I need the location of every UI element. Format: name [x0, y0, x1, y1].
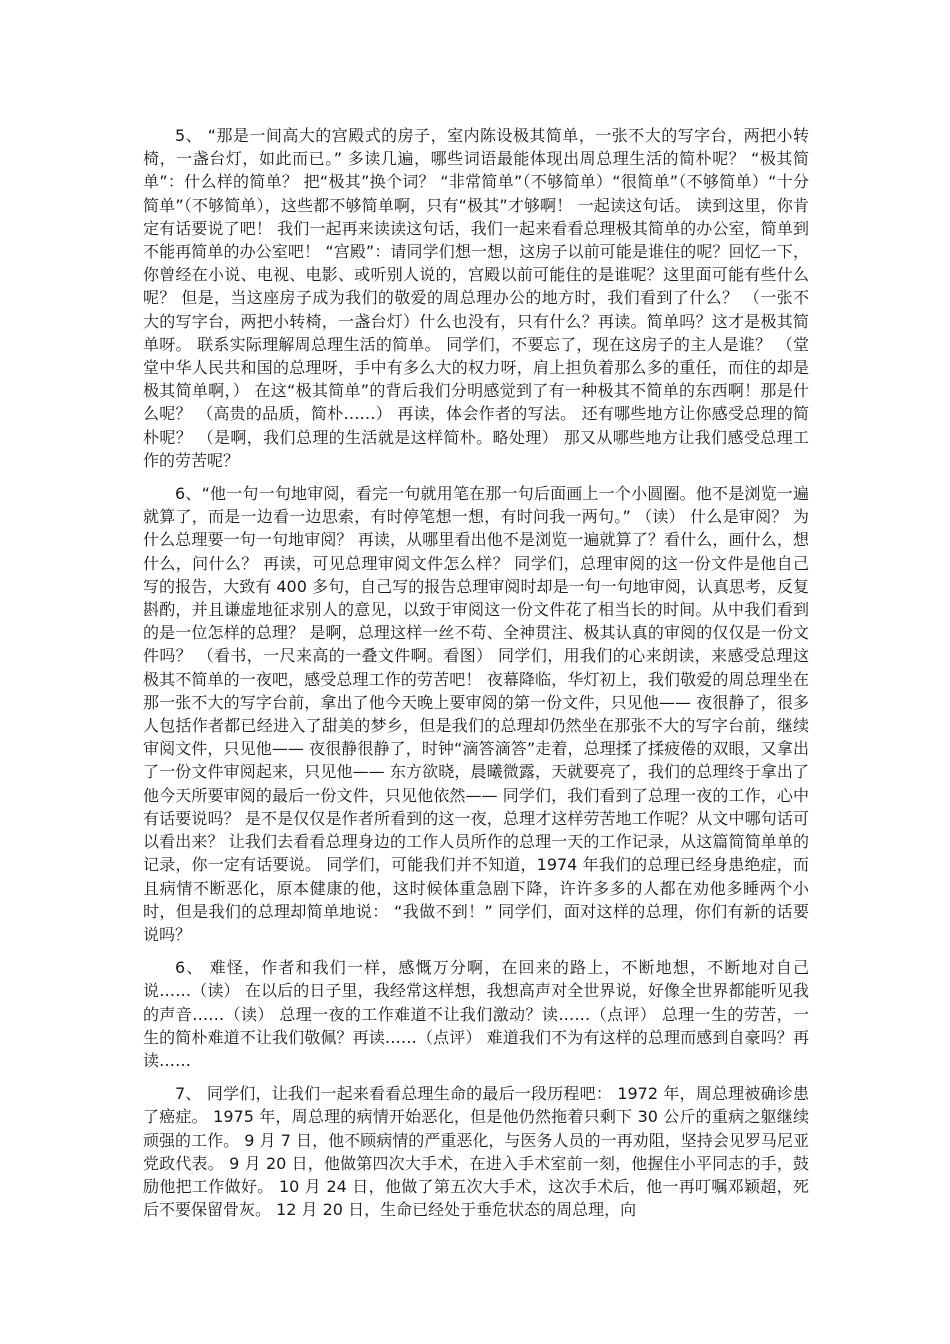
document-page — [143, 124, 809, 1231]
paragraph-6-review: 6、“他一句一句地审阅，看完一句就用笔在那一句后面画上一个小圆圈。他不是浏览一遍就算了，而是一边看一边思索，有时停笔想一想，有时问我一两句。” （读） 什么是审阅？ 为什么总理要一句一句地审阅？ 再读，从哪里看出他不是浏览一遍就算了？看什么，画什么，想什么，问什么？ 再读，可见总理审阅文件怎么样？ 同学们，总理审阅的这一份文件是他自己写的报告，大致有 400 多句，自己写的报告总理审阅时却是一句一句地审阅，认真思考，反复斟酌，并且谦虚地征求别人的意见，以致于审阅这一份文件花了相当长的时间。从中我们看到的是一位怎样的总理？ 是啊，总理这样一丝不苟、全神贯注、极其认真的审阅的仅仅是一份文件吗？ （看书，一尺来高的一叠文件啊。看图） 同学们，用我们的心来朗读，来感受总理这极其不简单的一夜吧，感受总理工作的劳苦吧！ 夜幕降临，华灯初上，我们敬爱的周总理坐在那一张不大的写字台前，拿出了他今天晚上要审阅的第一份文件，只见他—— 夜很静了，很多人包括作者都已经进入了甜美的梦乡，但是我们的总理却仍然坐在那张不大的写字台前，继续审阅文件，只见他—— 夜很静很静了，时钟“滴答滴答”走着，总理揉了揉疲倦的双眼，又拿出了一份文件审阅起来，只见他—— 东方欲晓，晨曦微露，天就要亮了，我们的总理终于拿出了他今天所要审阅的最后一份文件，只见他依然—— 同学们，我们看到了总理一夜的工作，心中有话要说吗？ 是不是仅仅是作者所看到的这一夜，总理才这样劳苦地工作呢？从文中哪句话可以看出来？ 让我们去看看总理身边的工作人员所作的总理一天的工作记录，从这篇简简单单的记录，你一定有话要说。 同学们，可能我们并不知道，1974 年我们的总理已经身患绝症，而且病情不断恶化，原本健康的他，这时候体重急剧下降，许许多多的人都在劝他多睡两个小时，但是我们的总理却简单地说： “我做不到！” 同学们，面对这样的总理，你们有新的话要说吗？ — [143, 484, 809, 944]
paragraph-6-feelings: 6、 难怪，作者和我们一样，感慨万分啊，在回来的路上，不断地想，不断地对自己说……（读） 在以后的日子里，我经常这样想，我想高声对全世界说，好像全世界都能听见我的声音……（读） 总理一夜的工作难道不让我们激动？读……（点评） 总理一生的劳苦，一生的简朴难道不让我们敬佩？再读……（点评） 难道我们不为有这样的总理而感到自豪吗？再读…… — [143, 958, 809, 1070]
paragraph-5: 5、 “那是一间高大的宫殿式的房子，室内陈设极其简单，一张不大的写字台，两把小转椅，一盏台灯，如此而已。” 多读几遍，哪些词语最能体现出周总理生活的简朴呢？ “极其简单”：什么样的简单？ 把“极其”换个词？ “非常简单”（不够简单）“很简单”（不够简单）“十分简单”（不够简单），这些都不够简单啊，只有“极其”才够啊！ 一起读这句话。 读到这里，你肯定有话要说了吧！ 我们一起再来读读这句话，我们一起来看看总理极其简单的办公室，简单到不能再简单的办公室吧！ “宫殿”：请同学们想一想，这房子以前可能是谁住的呢？回忆一下，你曾经在小说、电视、电影、或听别人说的，宫殿以前可能住的是谁呢？这里面可能有些什么呢？ 但是，当这座房子成为我们的敬爱的周总理办公的地方时，我们看到了什么？ （一张不大的写字台，两把小转椅，一盏台灯）什么也没有，只有什么？再读。简单吗？这才是极其简单呀。 联系实际理解周总理生活的简单。 同学们，不要忘了，现在这房子的主人是谁？ （堂堂中华人民共和国的总理呀，手中有多么大的权力呀，肩上担负着那么多的重任，而住的却是极其简单啊，） 在这“极其简单”的背后我们分明感觉到了有一种极其不简单的东西啊！那是什么呢？ （高贵的品质，简朴……） 再读，体会作者的写法。 还有哪些地方让你感受总理的简朴呢？ （是啊，我们总理的生活就是这样简朴。略处理） 那又从哪些地方让我们感受总理工作的劳苦呢？ — [143, 126, 809, 470]
paragraph-7: 7、 同学们，让我们一起来看看总理生命的最后一段历程吧： 1972 年，周总理被确诊患了癌症。 1975 年，周总理的病情开始恶化，但是他仍然拖着只剩下 30 公斤的重病之躯继续顽强的工作。 9 月 7 日，他不顾病情的严重恶化，与医务人员的一再劝阻，坚持会见罗马尼亚党政代表。 9 月 20 日，他做第四次大手术，在进入手术室前一刻，他握住小平同志的手，鼓励他把工作做好。 10 月 24 日，他做了第五次大手术，这次手术后，他一再叮嘱邓颖超，死后不要保留骨灰。 12 月 20 日，生命已经处于垂危状态的周总理，向 — [143, 1084, 809, 1220]
